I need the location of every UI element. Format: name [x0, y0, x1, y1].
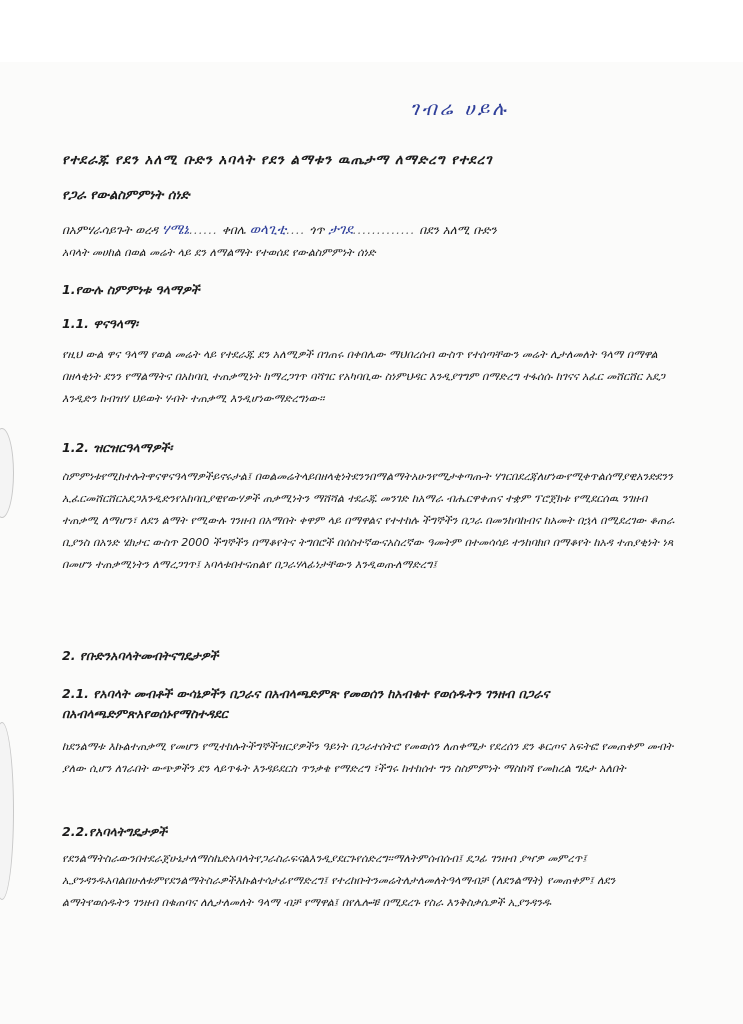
agreement-suffix: በደን አለሚ ቡድን — [419, 223, 497, 237]
document-subtitle: የጋራ የውልስምምነት ሰነድ — [62, 188, 190, 203]
section-1-2-heading: 1.2. ዝርዝርዓላማዎች፡ — [62, 440, 173, 455]
agreement-line-2: አባላት መሀከል በወል መሬት ላይ ደን ለማልማት የተወሰደ የውልስምምነት ሰነድ — [62, 246, 376, 259]
agreement-parties-line: በአምሃራሳይጉት ወረዳ ሃሜኔ...... ቀበሌ ወላጊቲ.... ጎጥ ታገደ............. በደን አለሚ ቡድን — [62, 222, 497, 238]
section-1-2-text: ስምምነቱየሚከተሉትዋናዋናዓላማዎችይኖሩታል፤ በወልመሬትላይበዘላቂነትደንንበማልማትአሁንየሚታቀጣጡት ሃገርበደረጃለሆነውየሚቀጥልሰማያዊአንድደንን ኢፈርመሸርሸርአደጋእንዲድንየአከባቢያዊየውሃዎች ጠቃሚነትን ማሸሻል ተደራጁ መንገድ ከአማራ ብሔርዋቀጠና ተቋም ፕሮጀክቱ የሚደርሰዉ ንገዘብ ተጠቃሚ ለማሆን፣ ለደን ልማት የሚውሉ ገንዘብ በአማበት ቀዋም ላይ በማዋልና የተተከሉ ችግኞችን በጋራ በመንከባከብና ከአመት በኋላ በሚደረገው ቆጠራ ቢያንስ በአንድ ሄክታር ውስጥ 2000 ችግኞችን በማቆየትና ትግበሮች በሰስተኛውናአስረኛው ዓመትም በተመሳሳይ ተንከባክቦ በማቆየት ከአዳ ተጠያቂነት ነጻ በመሆን ተጠቃሚነትን ለማረጋገጥ፤ አባላቱበተናጠልየ በጋራሃላፊነታቸውን እንዲወጡለማድረግ፤ — [62, 470, 675, 571]
handwritten-name: ገብሬ ሀይሉ — [410, 98, 509, 120]
agreement-mid1: ቀበሌ — [221, 223, 246, 237]
scan-background — [0, 0, 743, 62]
document-title: የተደራጁ የደን አለሚ ቡድን አባላት የደን ልማቱን ዉጤታማ ለማድረግ የተደረገ — [62, 152, 493, 168]
section-1-heading: 1.የውሉ ስምምነቱ ዓላማዎች — [62, 282, 200, 297]
section-2-1-heading: 2.1. የአባላት መብቶች ውሳኔዎችን በጋራና በአብላጫድምጽ የመወሰን ከአብቁተ የወሰዱትን ገንዘብ በጋራና በአብላጫድምጽአየወሰኑየማስተዳደር — [62, 686, 550, 721]
section-2-heading: 2. የቡድንአባላትመብትናግዴታዎች — [62, 648, 219, 663]
section-1-1-heading: 1.1. ዋናዓላማ፡ — [62, 316, 139, 331]
agreement-prefix: በአምሃራሳይጉት ወረዳ — [62, 223, 159, 237]
handwritten-kebele: ሃሜኔ — [161, 222, 190, 238]
section-1-1-text: የዚህ ውል ዋና ዓላማ የወል መሬት ላይ የተደራጁ ደን አለሚዎች በገጠሩ በቀበሌው ማህበረሰብ ውስጥ የተሰጣቸውን መሬት ሊታለመለት ዓላማ በማዋል በዘላቂነት ደንን የማልማትና በአከባቢ ተጠቃሚነት ከማረጋገጥ ባሻገር የአካባቢው ስነምህዳር እንዲያገግም በማድረግ ተፋሰሱ ከገናና አፈር መሸርሸር አደጋ እንዲድን ከብዝሃ ህይወት ሃብት ተጠቃሚ እንዲሆነውማድረግነው፡፡ — [62, 348, 665, 405]
handwritten-village: ወላጊቲ — [249, 222, 287, 238]
section-2-2-heading: 2.2.የአባላትግዴታዎች — [62, 824, 167, 839]
agreement-mid2: ጎጥ — [309, 223, 325, 237]
section-2-2-text: የደንልማትስራውንበተደራጀሁኔታለማስኬድአባላትየጋራስራፍናልእንዲያደርጉየሰድረግ፡፡ማለትምሰብሰብ፤ ደጋፊ ገንዘብ ያዣዎ መምረጥ፤ ኢያንዳንዱአባልበሁለቱምየደንልማትስራዎችእኩልተሳታፊየማድረግ፤ የተረከቡትንመሬትለታለመለትዓላማብቻ (ለደንልማት) የመጠቀም፤ ለደን ልማትየወሰዱትን ገንዘብ በቁጠባና ለሊታለመለት ዓላማ ብቻ የማዋል፤ በየሌሎቹ በሚደረጉ የስራ እንቅስቃሴዎች ኢያንዳንዱ — [62, 852, 616, 909]
section-2-1-text: ከደንልማቱ እኩልተጠቃሚ የመሆን የሚተከሉትችግኞችዝርያዎችን ዓይነት በጋራተሰትሮ የመወሰን ለጠቀሜታ የደረሰን ደን ቆርጦና አፍትፎ የመጠቀም መብት ያለው ሲሆን ለገራበት ውጭዎችን ደን ላይጥፋት እንዳይደርስ ጥንቃቄ የማድረግ ፣ችግሩ ከተከሰተ ግን ስስምምነት ማስከሻ የመከረል ግዴታ አለበት — [62, 740, 674, 775]
handwritten-got: ታገደ — [328, 222, 353, 238]
